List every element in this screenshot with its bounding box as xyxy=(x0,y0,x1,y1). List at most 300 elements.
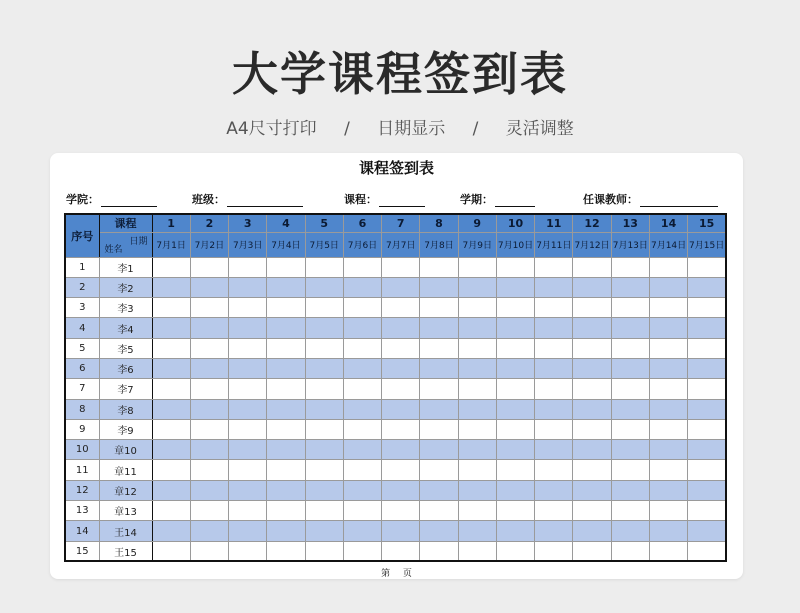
sign-cell[interactable] xyxy=(152,460,190,480)
sign-cell[interactable] xyxy=(343,440,381,460)
sign-cell[interactable] xyxy=(420,460,458,480)
row-name: 章10 xyxy=(99,440,152,460)
sign-cell[interactable] xyxy=(190,440,228,460)
sign-cell[interactable] xyxy=(382,480,420,500)
row-seq: 15 xyxy=(65,541,99,561)
sign-cell[interactable] xyxy=(305,399,343,419)
date-axis-label: 日期 xyxy=(129,236,148,247)
sign-cell[interactable] xyxy=(688,298,726,318)
sign-cell[interactable] xyxy=(611,541,649,561)
sign-cell[interactable] xyxy=(458,257,496,277)
sign-cell[interactable] xyxy=(343,257,381,277)
sign-cell[interactable] xyxy=(535,501,573,521)
sign-cell[interactable] xyxy=(382,277,420,297)
sign-cell[interactable] xyxy=(496,379,534,399)
sign-cell[interactable] xyxy=(152,277,190,297)
sign-cell[interactable] xyxy=(420,480,458,500)
day-number-header: 11 xyxy=(535,214,573,232)
hero-subtitle xyxy=(0,114,800,139)
sign-cell[interactable] xyxy=(611,318,649,338)
sign-cell[interactable] xyxy=(688,419,726,439)
date-header: 7月2日 xyxy=(190,232,228,257)
sign-cell[interactable] xyxy=(190,501,228,521)
sign-cell[interactable] xyxy=(420,338,458,358)
row-name: 李3 xyxy=(99,298,152,318)
date-header: 7月10日 xyxy=(496,232,534,257)
date-header: 7月8日 xyxy=(420,232,458,257)
sign-cell[interactable] xyxy=(496,521,534,541)
row-name: 李6 xyxy=(99,358,152,378)
sign-cell[interactable] xyxy=(343,338,381,358)
sign-cell[interactable] xyxy=(229,440,267,460)
sign-cell[interactable] xyxy=(688,480,726,500)
sign-cell[interactable] xyxy=(535,298,573,318)
sign-cell[interactable] xyxy=(382,521,420,541)
date-header: 7月15日 xyxy=(688,232,726,257)
row-seq: 1 xyxy=(65,257,99,277)
sign-cell[interactable] xyxy=(382,379,420,399)
sign-cell[interactable] xyxy=(152,338,190,358)
sign-cell[interactable] xyxy=(649,338,687,358)
sign-cell[interactable] xyxy=(267,257,305,277)
class-label: 班级： xyxy=(192,193,225,206)
name-axis-label: 姓名 xyxy=(104,244,123,255)
sign-cell[interactable] xyxy=(535,277,573,297)
sign-cell[interactable] xyxy=(496,460,534,480)
sign-cell[interactable] xyxy=(229,480,267,500)
sign-cell[interactable] xyxy=(458,298,496,318)
row-seq: 9 xyxy=(65,419,99,439)
sign-cell[interactable] xyxy=(458,480,496,500)
sign-cell[interactable] xyxy=(382,501,420,521)
sign-cell[interactable] xyxy=(305,440,343,460)
day-number-header: 10 xyxy=(496,214,534,232)
sign-cell[interactable] xyxy=(496,501,534,521)
sign-cell[interactable] xyxy=(573,501,611,521)
sign-cell[interactable] xyxy=(573,277,611,297)
sign-cell[interactable] xyxy=(152,440,190,460)
date-name-diagonal-header xyxy=(99,232,152,257)
sign-cell[interactable] xyxy=(420,440,458,460)
sign-cell[interactable] xyxy=(305,501,343,521)
sign-cell[interactable] xyxy=(649,379,687,399)
date-header: 7月9日 xyxy=(458,232,496,257)
sign-cell[interactable] xyxy=(152,379,190,399)
sign-cell[interactable] xyxy=(649,419,687,439)
sign-cell[interactable] xyxy=(458,379,496,399)
sign-cell[interactable] xyxy=(535,480,573,500)
sign-cell[interactable] xyxy=(458,460,496,480)
date-header: 7月4日 xyxy=(267,232,305,257)
day-number-header: 6 xyxy=(343,214,381,232)
sign-cell[interactable] xyxy=(305,460,343,480)
table-row xyxy=(65,460,726,480)
sign-cell[interactable] xyxy=(267,521,305,541)
sign-cell[interactable] xyxy=(343,460,381,480)
sign-cell[interactable] xyxy=(573,440,611,460)
sign-cell[interactable] xyxy=(573,521,611,541)
sign-cell[interactable] xyxy=(229,379,267,399)
sign-cell[interactable] xyxy=(649,257,687,277)
sign-cell[interactable] xyxy=(152,257,190,277)
sign-cell[interactable] xyxy=(190,257,228,277)
sign-cell[interactable] xyxy=(458,318,496,338)
table-row xyxy=(65,521,726,541)
sign-cell[interactable] xyxy=(535,318,573,338)
sign-cell[interactable] xyxy=(229,298,267,318)
sign-cell[interactable] xyxy=(573,298,611,318)
sign-cell[interactable] xyxy=(688,277,726,297)
sign-cell[interactable] xyxy=(535,379,573,399)
sign-cell[interactable] xyxy=(152,419,190,439)
day-number-header: 3 xyxy=(229,214,267,232)
sign-cell[interactable] xyxy=(688,521,726,541)
sign-cell[interactable] xyxy=(305,419,343,439)
sign-cell[interactable] xyxy=(190,480,228,500)
sign-cell[interactable] xyxy=(458,338,496,358)
sign-cell[interactable] xyxy=(458,419,496,439)
sign-cell[interactable] xyxy=(343,358,381,378)
sign-cell[interactable] xyxy=(190,399,228,419)
sign-cell[interactable] xyxy=(573,419,611,439)
sign-cell[interactable] xyxy=(152,541,190,561)
sign-cell[interactable] xyxy=(573,338,611,358)
sign-cell[interactable] xyxy=(152,399,190,419)
day-number-header: 13 xyxy=(611,214,649,232)
sign-cell[interactable] xyxy=(343,298,381,318)
sign-cell[interactable] xyxy=(458,501,496,521)
sign-cell[interactable] xyxy=(305,298,343,318)
sign-cell[interactable] xyxy=(229,277,267,297)
meta-class xyxy=(192,191,303,207)
row-seq: 8 xyxy=(65,399,99,419)
sign-cell[interactable] xyxy=(496,277,534,297)
sign-cell[interactable] xyxy=(420,358,458,378)
sign-cell[interactable] xyxy=(229,358,267,378)
sign-cell[interactable] xyxy=(611,460,649,480)
sign-cell[interactable] xyxy=(611,338,649,358)
sign-cell[interactable] xyxy=(420,257,458,277)
sign-cell[interactable] xyxy=(267,399,305,419)
table-row xyxy=(65,541,726,561)
sign-cell[interactable] xyxy=(535,399,573,419)
sign-cell[interactable] xyxy=(420,379,458,399)
sign-cell[interactable] xyxy=(611,399,649,419)
sign-cell[interactable] xyxy=(535,338,573,358)
sign-cell[interactable] xyxy=(496,257,534,277)
sign-cell[interactable] xyxy=(688,358,726,378)
sign-cell[interactable] xyxy=(190,419,228,439)
sign-cell[interactable] xyxy=(382,440,420,460)
sign-cell[interactable] xyxy=(382,399,420,419)
sign-cell[interactable] xyxy=(573,318,611,338)
sign-cell[interactable] xyxy=(611,419,649,439)
sign-cell[interactable] xyxy=(382,419,420,439)
sign-cell[interactable] xyxy=(267,440,305,460)
sign-cell[interactable] xyxy=(535,419,573,439)
row-seq: 13 xyxy=(65,501,99,521)
sign-cell[interactable] xyxy=(649,399,687,419)
sign-cell[interactable] xyxy=(152,298,190,318)
sign-cell[interactable] xyxy=(688,257,726,277)
sign-cell[interactable] xyxy=(649,358,687,378)
row-name: 李7 xyxy=(99,379,152,399)
sign-cell[interactable] xyxy=(382,460,420,480)
term-field[interactable] xyxy=(495,195,535,207)
table-row xyxy=(65,358,726,378)
sign-cell[interactable] xyxy=(496,358,534,378)
sign-cell[interactable] xyxy=(420,277,458,297)
course-field[interactable] xyxy=(379,195,425,207)
sign-cell[interactable] xyxy=(458,399,496,419)
sign-cell[interactable] xyxy=(496,419,534,439)
sign-cell[interactable] xyxy=(573,399,611,419)
row-name: 李9 xyxy=(99,419,152,439)
sign-cell[interactable] xyxy=(496,480,534,500)
sign-cell[interactable] xyxy=(382,298,420,318)
sign-cell[interactable] xyxy=(382,541,420,561)
sign-cell[interactable] xyxy=(267,338,305,358)
sign-cell[interactable] xyxy=(688,399,726,419)
sign-cell[interactable] xyxy=(267,298,305,318)
sign-cell[interactable] xyxy=(420,399,458,419)
sign-cell[interactable] xyxy=(458,358,496,378)
meta-college xyxy=(66,191,157,207)
sign-cell[interactable] xyxy=(458,277,496,297)
sign-cell[interactable] xyxy=(343,277,381,297)
sign-cell[interactable] xyxy=(229,318,267,338)
sign-cell[interactable] xyxy=(190,541,228,561)
sign-cell[interactable] xyxy=(496,440,534,460)
table-row xyxy=(65,379,726,399)
date-header: 7月6日 xyxy=(343,232,381,257)
sign-cell[interactable] xyxy=(573,257,611,277)
sign-cell[interactable] xyxy=(688,541,726,561)
sign-cell[interactable] xyxy=(190,338,228,358)
sign-cell[interactable] xyxy=(458,541,496,561)
sign-cell[interactable] xyxy=(496,338,534,358)
class-field[interactable] xyxy=(227,195,303,207)
sign-cell[interactable] xyxy=(343,318,381,338)
sign-cell[interactable] xyxy=(458,440,496,460)
date-header: 7月1日 xyxy=(152,232,190,257)
sign-cell[interactable] xyxy=(649,277,687,297)
sign-cell[interactable] xyxy=(573,460,611,480)
sign-cell[interactable] xyxy=(382,318,420,338)
sign-cell[interactable] xyxy=(573,541,611,561)
sign-cell[interactable] xyxy=(611,379,649,399)
sign-cell[interactable] xyxy=(611,257,649,277)
sign-cell[interactable] xyxy=(496,318,534,338)
sign-cell[interactable] xyxy=(343,521,381,541)
row-name: 王15 xyxy=(99,541,152,561)
sign-cell[interactable] xyxy=(611,277,649,297)
sign-cell[interactable] xyxy=(688,501,726,521)
sign-cell[interactable] xyxy=(649,521,687,541)
sign-cell[interactable] xyxy=(649,298,687,318)
sign-cell[interactable] xyxy=(611,298,649,318)
sign-cell[interactable] xyxy=(688,318,726,338)
date-header: 7月11日 xyxy=(535,232,573,257)
row-name: 章13 xyxy=(99,501,152,521)
row-seq: 4 xyxy=(65,318,99,338)
sign-cell[interactable] xyxy=(190,460,228,480)
sign-cell[interactable] xyxy=(611,480,649,500)
row-seq: 12 xyxy=(65,480,99,500)
sign-cell[interactable] xyxy=(649,541,687,561)
sign-cell[interactable] xyxy=(688,460,726,480)
date-header: 7月5日 xyxy=(305,232,343,257)
date-header: 7月12日 xyxy=(573,232,611,257)
sign-cell[interactable] xyxy=(343,399,381,419)
college-label: 学院： xyxy=(66,193,99,206)
sign-cell[interactable] xyxy=(496,399,534,419)
table-row xyxy=(65,501,726,521)
row-seq: 11 xyxy=(65,460,99,480)
sign-cell[interactable] xyxy=(190,298,228,318)
sign-cell[interactable] xyxy=(343,419,381,439)
sign-cell[interactable] xyxy=(305,379,343,399)
feature-separator: / xyxy=(472,119,479,139)
day-number-header: 9 xyxy=(458,214,496,232)
sign-cell[interactable] xyxy=(573,480,611,500)
sign-cell[interactable] xyxy=(535,358,573,378)
table-row xyxy=(65,318,726,338)
sign-cell[interactable] xyxy=(382,358,420,378)
sign-cell[interactable] xyxy=(305,541,343,561)
row-seq: 6 xyxy=(65,358,99,378)
sign-cell[interactable] xyxy=(382,338,420,358)
sign-cell[interactable] xyxy=(420,521,458,541)
sign-cell[interactable] xyxy=(305,338,343,358)
teacher-field[interactable] xyxy=(640,195,718,207)
sign-cell[interactable] xyxy=(267,379,305,399)
row-seq: 10 xyxy=(65,440,99,460)
sign-cell[interactable] xyxy=(229,419,267,439)
sign-cell[interactable] xyxy=(229,501,267,521)
sign-cell[interactable] xyxy=(305,358,343,378)
sign-cell[interactable] xyxy=(190,379,228,399)
sign-cell[interactable] xyxy=(190,358,228,378)
sign-cell[interactable] xyxy=(267,480,305,500)
sign-cell[interactable] xyxy=(573,358,611,378)
hero-title: 大学课程签到表 xyxy=(232,47,568,101)
sign-cell[interactable] xyxy=(229,399,267,419)
sign-cell[interactable] xyxy=(649,318,687,338)
sign-cell[interactable] xyxy=(190,318,228,338)
sign-cell[interactable] xyxy=(458,521,496,541)
sign-cell[interactable] xyxy=(229,460,267,480)
sign-cell[interactable] xyxy=(305,257,343,277)
sign-cell[interactable] xyxy=(535,460,573,480)
sign-cell[interactable] xyxy=(267,419,305,439)
college-field[interactable] xyxy=(101,195,157,207)
sign-cell[interactable] xyxy=(343,501,381,521)
day-number-header: 5 xyxy=(305,214,343,232)
sign-cell[interactable] xyxy=(420,318,458,338)
sign-cell[interactable] xyxy=(382,257,420,277)
sign-cell[interactable] xyxy=(343,480,381,500)
sign-cell[interactable] xyxy=(152,318,190,338)
sign-cell[interactable] xyxy=(535,521,573,541)
day-number-header: 8 xyxy=(420,214,458,232)
sign-cell[interactable] xyxy=(229,338,267,358)
teacher-label: 任课教师： xyxy=(583,193,638,206)
sign-cell[interactable] xyxy=(152,358,190,378)
sign-cell[interactable] xyxy=(229,257,267,277)
sign-cell[interactable] xyxy=(535,440,573,460)
sign-cell[interactable] xyxy=(305,480,343,500)
sign-cell[interactable] xyxy=(688,379,726,399)
page-footer: 第 页 xyxy=(381,569,412,579)
sign-cell[interactable] xyxy=(267,358,305,378)
sign-cell[interactable] xyxy=(535,541,573,561)
sign-cell[interactable] xyxy=(267,501,305,521)
sign-cell[interactable] xyxy=(190,521,228,541)
row-name: 李4 xyxy=(99,318,152,338)
sign-cell[interactable] xyxy=(343,541,381,561)
sign-cell[interactable] xyxy=(611,521,649,541)
sign-cell[interactable] xyxy=(688,440,726,460)
sign-cell[interactable] xyxy=(420,501,458,521)
date-header: 7月3日 xyxy=(229,232,267,257)
meta-term xyxy=(460,191,535,207)
sign-cell[interactable] xyxy=(267,541,305,561)
table-row xyxy=(65,480,726,500)
sign-cell[interactable] xyxy=(573,379,611,399)
sign-cell[interactable] xyxy=(649,460,687,480)
table-row xyxy=(65,277,726,297)
sign-cell[interactable] xyxy=(152,521,190,541)
sign-cell[interactable] xyxy=(152,501,190,521)
sign-cell[interactable] xyxy=(190,277,228,297)
row-seq: 3 xyxy=(65,298,99,318)
sign-cell[interactable] xyxy=(611,440,649,460)
date-header: 7月14日 xyxy=(649,232,687,257)
table-row xyxy=(65,399,726,419)
row-name: 李5 xyxy=(99,338,152,358)
sign-cell[interactable] xyxy=(305,277,343,297)
sign-cell[interactable] xyxy=(688,338,726,358)
row-seq: 7 xyxy=(65,379,99,399)
sign-cell[interactable] xyxy=(649,440,687,460)
row-name: 李1 xyxy=(99,257,152,277)
sign-cell[interactable] xyxy=(267,460,305,480)
date-header: 7月13日 xyxy=(611,232,649,257)
sign-cell[interactable] xyxy=(496,541,534,561)
sign-cell[interactable] xyxy=(152,480,190,500)
sign-cell[interactable] xyxy=(420,419,458,439)
sign-cell[interactable] xyxy=(267,318,305,338)
sign-cell[interactable] xyxy=(496,298,534,318)
sign-cell[interactable] xyxy=(649,501,687,521)
sign-cell[interactable] xyxy=(611,501,649,521)
sign-cell[interactable] xyxy=(229,521,267,541)
sheet-title: 课程签到表 xyxy=(358,159,434,177)
sign-cell[interactable] xyxy=(535,257,573,277)
sign-cell[interactable] xyxy=(305,318,343,338)
sign-cell[interactable] xyxy=(229,541,267,561)
sign-cell[interactable] xyxy=(611,358,649,378)
sign-cell[interactable] xyxy=(305,521,343,541)
sign-cell[interactable] xyxy=(420,541,458,561)
sign-cell[interactable] xyxy=(343,379,381,399)
sign-cell[interactable] xyxy=(267,277,305,297)
sign-cell[interactable] xyxy=(420,298,458,318)
sign-cell[interactable] xyxy=(649,480,687,500)
row-seq: 5 xyxy=(65,338,99,358)
row-name: 王14 xyxy=(99,521,152,541)
